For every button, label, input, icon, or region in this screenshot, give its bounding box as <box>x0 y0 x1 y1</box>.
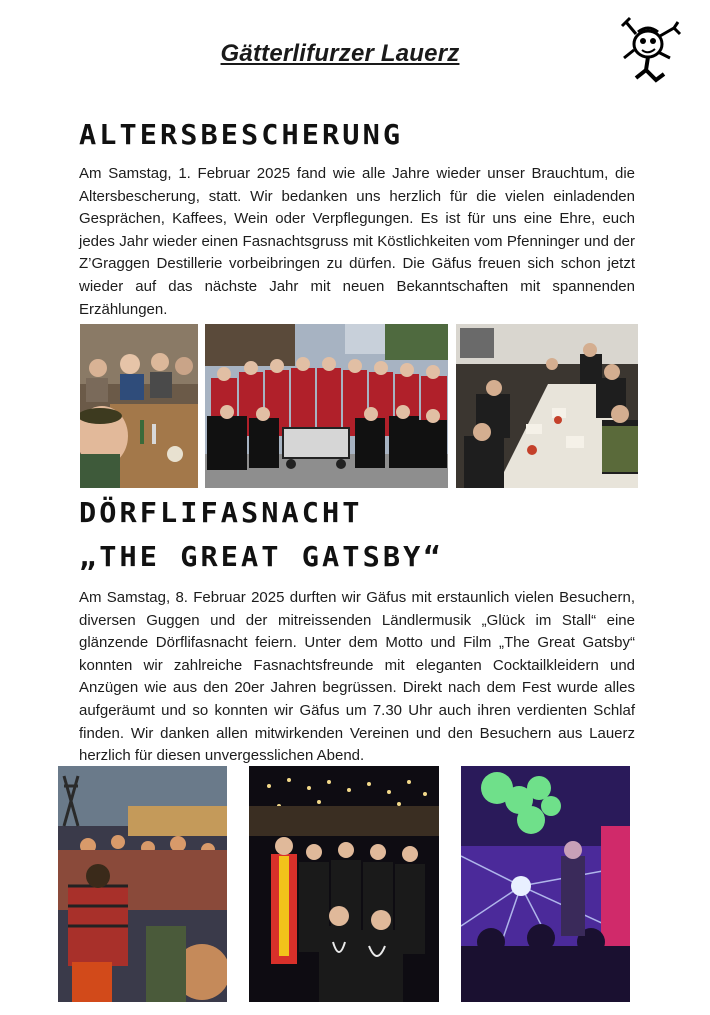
photo-dinner-table <box>456 324 638 488</box>
mascot-logo-icon <box>618 14 686 86</box>
section-paragraph-altersbescherung: Am Samstag, 1. Februar 2025 fand wie alle Jahre wieder unser Brauchtum, die Altersbescherung, statt. Wir bedanken uns herzlich für die vielen einladenden Gesprächen, Kaffees, Wein oder Verpflegungen. Es ist für uns eine Ehre, euch jedes Jahr wieder einen Fasnachtsgruss mit Köstlichkeiten vom Pfenninger und der Z’Graggen Destillerie vorbeibringen zu dürfen. Die Gäfus freuen sich schon jetzt wieder auf das nächste Jahr mit neuen Bekanntschaften mit spannenden Erzählungen. <box>79 165 635 318</box>
page-title: Gätterlifurzer Lauerz <box>220 40 460 67</box>
section-heading-altersbescherung: ALTERSBESCHERUNG <box>79 118 404 151</box>
section-heading-great-gatsby: „THE GREAT GATSBY“ <box>79 540 444 573</box>
photo-group-costumes <box>205 324 448 488</box>
photo-party-lights <box>461 766 630 1002</box>
section-paragraph-doerflifasnacht: Am Samstag, 8. Februar 2025 durften wir Gäfus mit erstaunlich vielen Besuchern, diversen Guggen und der mitreissenden Ländlermusik „Glück im Stall“ eine glänzende Dörflifasnacht feiern. Unter dem Motto und Film „The Great Gatsby“ konnten wir zahlreiche Fasnachtsfreunde mit eleganten Cocktailkleidern und Anzügen wie aus den 20er Jahren begrüssen. Direkt nach dem Fest wurde alles aufgeräumt und so konnten wir Gäfus um 7.30 Uhr auch ihren verdienten Schlaf finden. Wir danken allen mitwirkenden Vereinen und den Besuchern aus Lauerz herzlich für diesen unvergesslichen Abend. <box>79 589 635 765</box>
photo-crowd-stage <box>58 766 227 1002</box>
photo-seniors-table <box>80 324 198 488</box>
photo-gatsby-group <box>249 766 439 1002</box>
section-heading-doerflifasnacht: DÖRFLIFASNACHT <box>79 496 363 529</box>
